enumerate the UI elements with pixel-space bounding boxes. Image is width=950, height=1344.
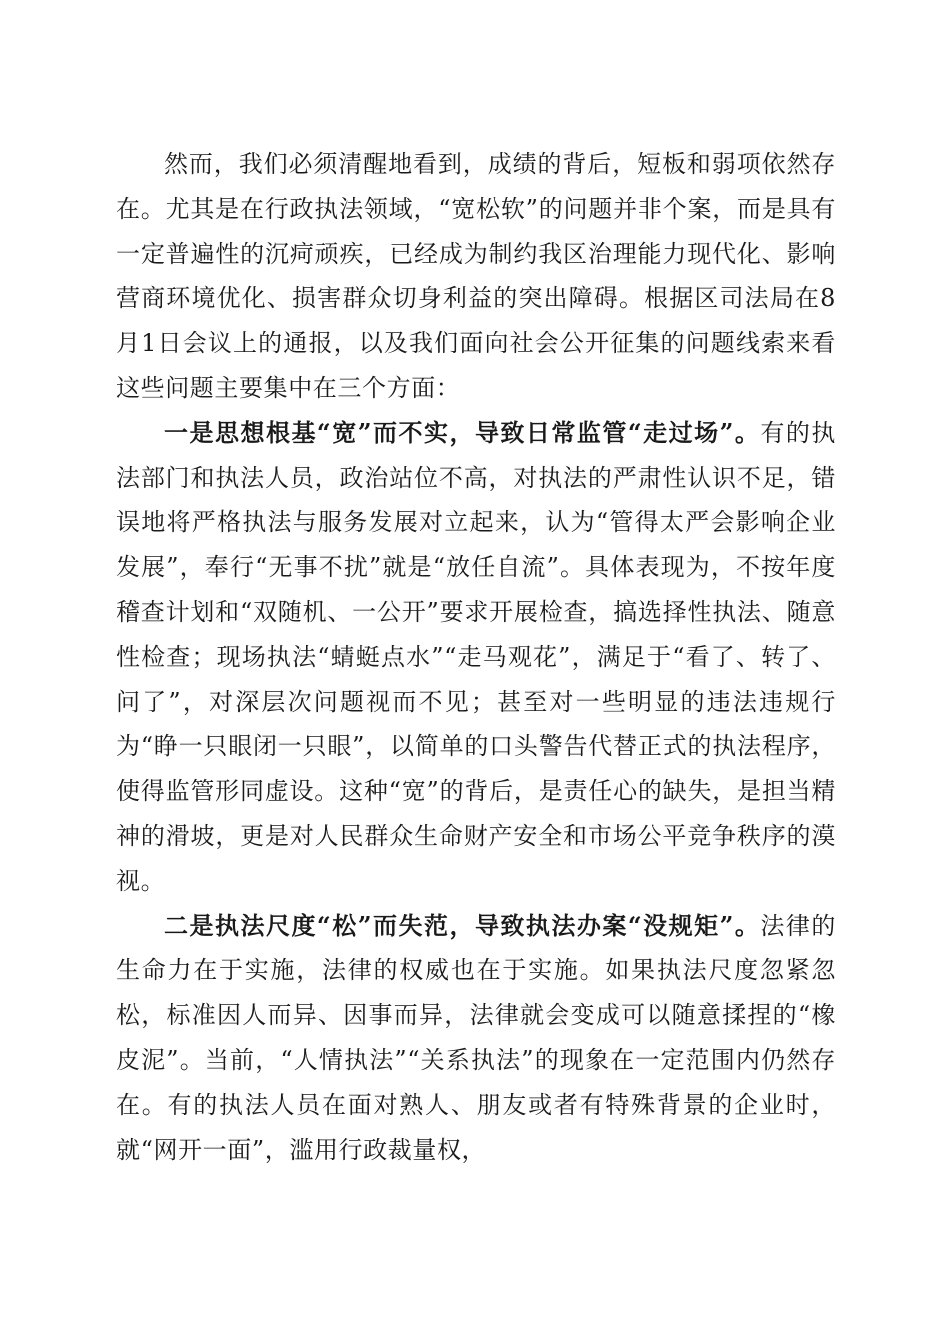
point-one-text: 有的执法部门和执法人员，政治站位不高，对执法的严肃性认识不足，错误地将严格执法与服务发展对立起来，认为“管得太严会影响企业发展”，奉行“无事不扰”就是“放任自流”。具体表现为，不按年度稽查计划和“双随机、一公开”要求开展检查，搞选择性执法、随意性检查；现场执法“蜻蜓点水”“走马观花”，满足于“看了、转了、问了”，对深层次问题视而不见；甚至对一些明显的违法违规行为“睁一只眼闭一只眼”，以简单的口头警告代替正式的执法程序，使得监管形同虚设。这种“宽”的背后，是责任心的缺失，是担当精神的滑坡，更是对人民群众生命财产安全和市场公平竞争秩序的漠视。 xyxy=(116,418,836,895)
point-one-heading: 一是思想根基“宽”而不实，导致日常监管“走过场”。 xyxy=(164,417,761,447)
paragraph-intro xyxy=(116,142,836,411)
document-body xyxy=(116,142,836,1172)
paragraph-intro-text: 然而，我们必须清醒地看到，成绩的背后，短板和弱项依然存在。尤其是在行政执法领域，“宽松软”的问题并非个案，而是具有一定普遍性的沉疴顽疾，已经成为制约我区治理能力现代化、影响营商环境优化、损害群众切身利益的突出障碍。根据区司法局在8月1日会议上的通报，以及我们面向社会公开征集的问题线索来看这些问题主要集中在三个方面： xyxy=(116,150,836,402)
paragraph-point-one xyxy=(116,411,836,904)
point-two-heading: 二是执法尺度“松”而失范，导致执法办案“没规矩”。 xyxy=(164,910,761,940)
paragraph-point-two xyxy=(116,904,836,1173)
point-two-text: 法律的生命力在于实施，法律的权威也在于实施。如果执法尺度忽紧忽松，标准因人而异、因事而异，法律就会变成可以随意揉捏的“橡皮泥”。当前，“人情执法”“关系执法”的现象在一定范围内仍然存在。有的执法人员在面对熟人、朋友或者有特殊背景的企业时，就“网开一面”，滥用行政裁量权， xyxy=(116,911,836,1164)
